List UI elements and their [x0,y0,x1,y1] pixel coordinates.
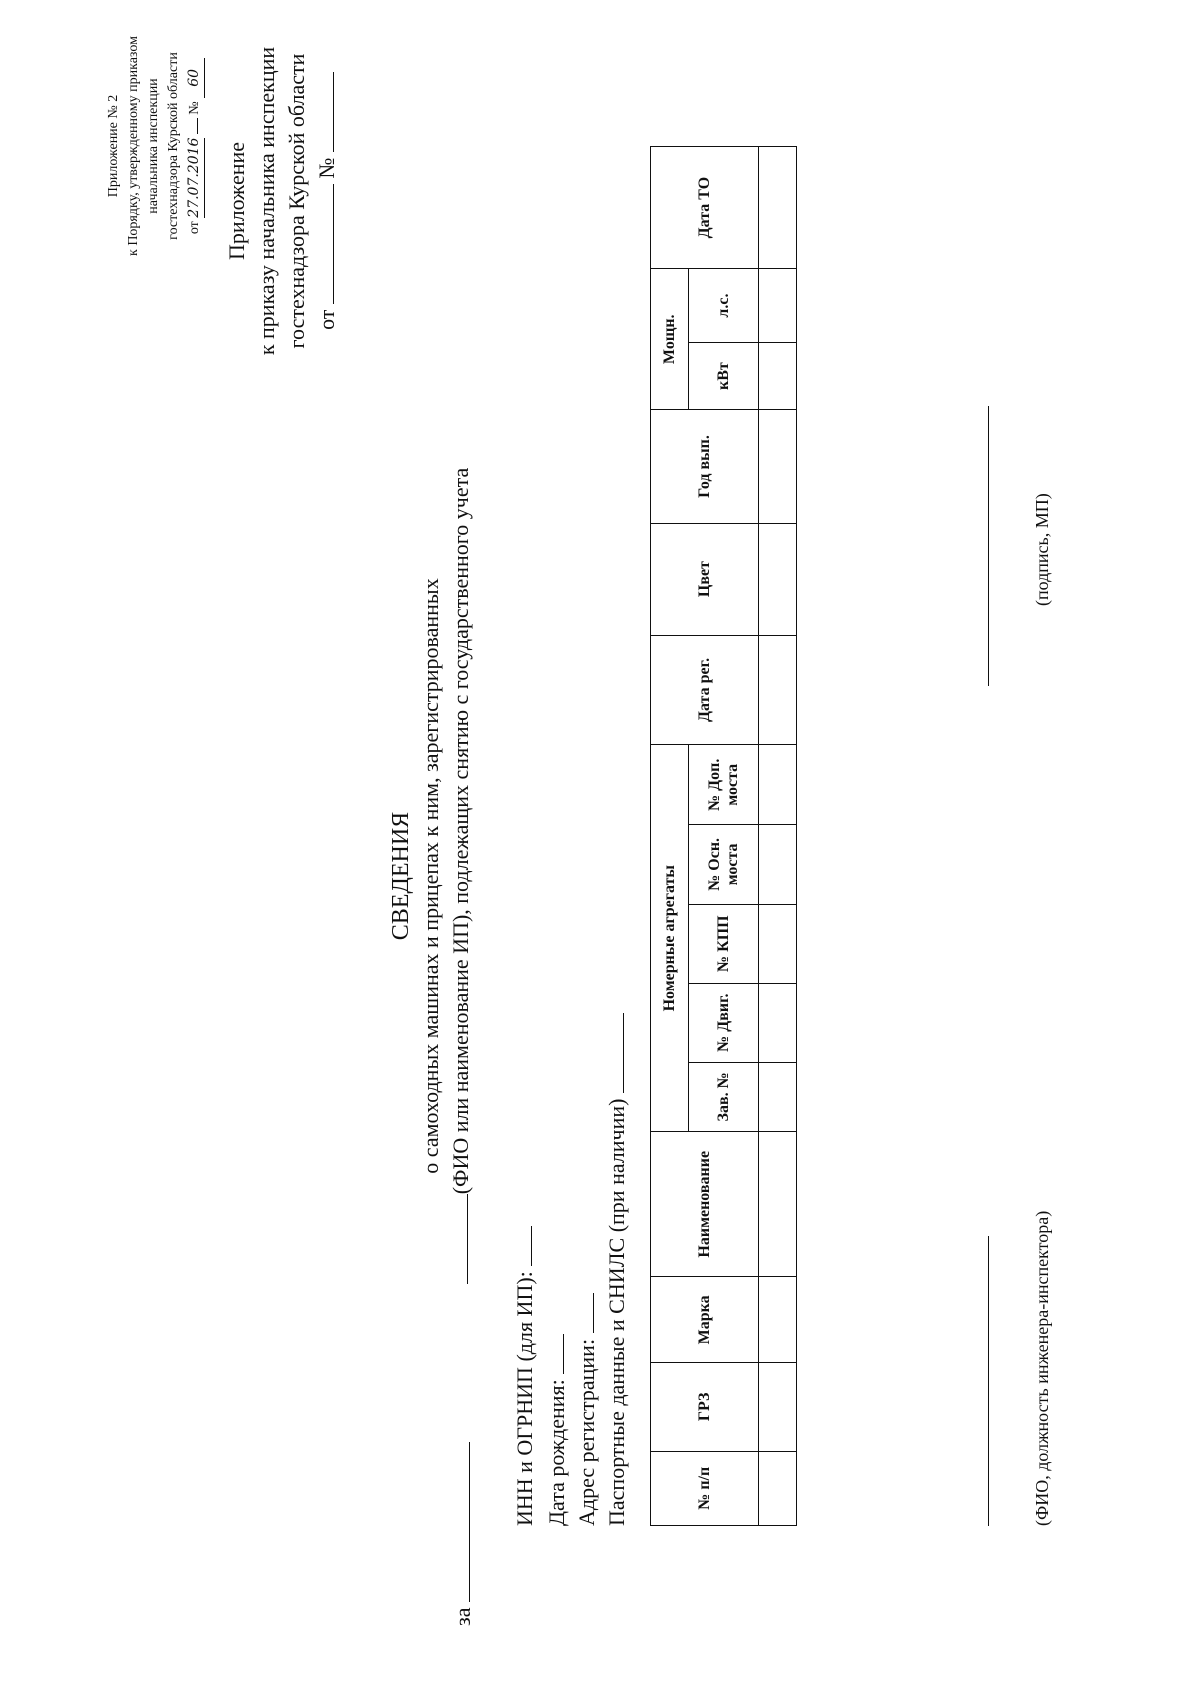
inspector-signature-line [988,1236,989,1526]
approval-line-3: начальника инспекции [146,78,161,214]
col-units-group: Номерные агрегаты [651,745,689,1132]
col-kpp-no: № КПП [689,904,759,983]
appendix-block [222,36,342,366]
col-reg-date: Дата рег. [651,635,759,745]
inspector-signature-label: (ФИО, должность инженера-инспектора) [1032,1210,1052,1526]
col-power-group: Мощн. [651,269,689,410]
appendix-date-line [312,36,342,366]
stamp-signature-label: (подпись, МП) [1032,493,1052,606]
col-brand: Марка [651,1277,759,1363]
document-subtitle-1: о самоходных машинах и прицепах к ним, зарегистрированных [418,578,443,1174]
col-engine-no: № Двиг. [689,983,759,1062]
approval-line-1: Приложение № 2 [106,94,121,198]
birth-label: Дата рождения: [544,1379,569,1526]
birth-field [544,1334,570,1526]
appendix-line-2: гостехнадзора Курской области [284,53,309,349]
col-to-date: Дата ТО [651,147,759,269]
approval-note [104,6,205,286]
approval-num-value: 60 [184,58,205,98]
col-color: Цвет [651,523,759,635]
approval-date-line [184,6,205,286]
col-name: Наименование [651,1132,759,1277]
document-subtitle-2 [446,466,476,1286]
inn-label: ИНН и ОГРНИП (для ИП): [512,1271,537,1526]
address-label: Адрес регистрации: [574,1338,599,1526]
col-num: № п/п [651,1451,759,1525]
document-heading: СВЕДЕНИЯ [388,811,414,941]
appendix-title: Приложение [224,141,249,261]
col-factory-no: Зав. № [689,1062,759,1131]
table-row [759,147,797,1526]
document-title-block [386,466,476,1286]
stamp-signature-line [988,406,989,686]
appendix-num-prefix: № [314,157,339,179]
col-add-axle-no: № Доп. моста [689,745,759,825]
document-subtitle-2-text: (ФИО или наименование ИП), подлежащих снятию с государственного учета [448,467,473,1195]
period-label: за [450,1607,475,1626]
col-year: Год вып. [651,410,759,523]
appendix-line-1: к приказу начальника инспекции [254,46,279,356]
col-main-axle-no: № Осн. моста [689,825,759,905]
col-hp: л.с. [689,269,759,343]
approval-line-2: к Порядку, утвержденному приказом [126,36,141,256]
col-grz: ГРЗ [651,1363,759,1451]
approval-line-4: гостехнадзора Курской области [166,52,181,240]
period-line [450,1442,476,1626]
appendix-date-prefix: от [314,309,339,330]
approval-num-prefix: № [187,101,202,115]
approval-date-value: 27.07.2016 [184,138,205,218]
approval-date-prefix: от [187,221,202,235]
passport-field [604,1013,630,1526]
col-kw: кВт [689,342,759,409]
passport-label: Паспортные данные и СНИЛС (при наличии) [604,1098,629,1526]
inn-field [512,1226,538,1526]
address-field [574,1293,600,1526]
vehicles-table [650,146,797,1526]
